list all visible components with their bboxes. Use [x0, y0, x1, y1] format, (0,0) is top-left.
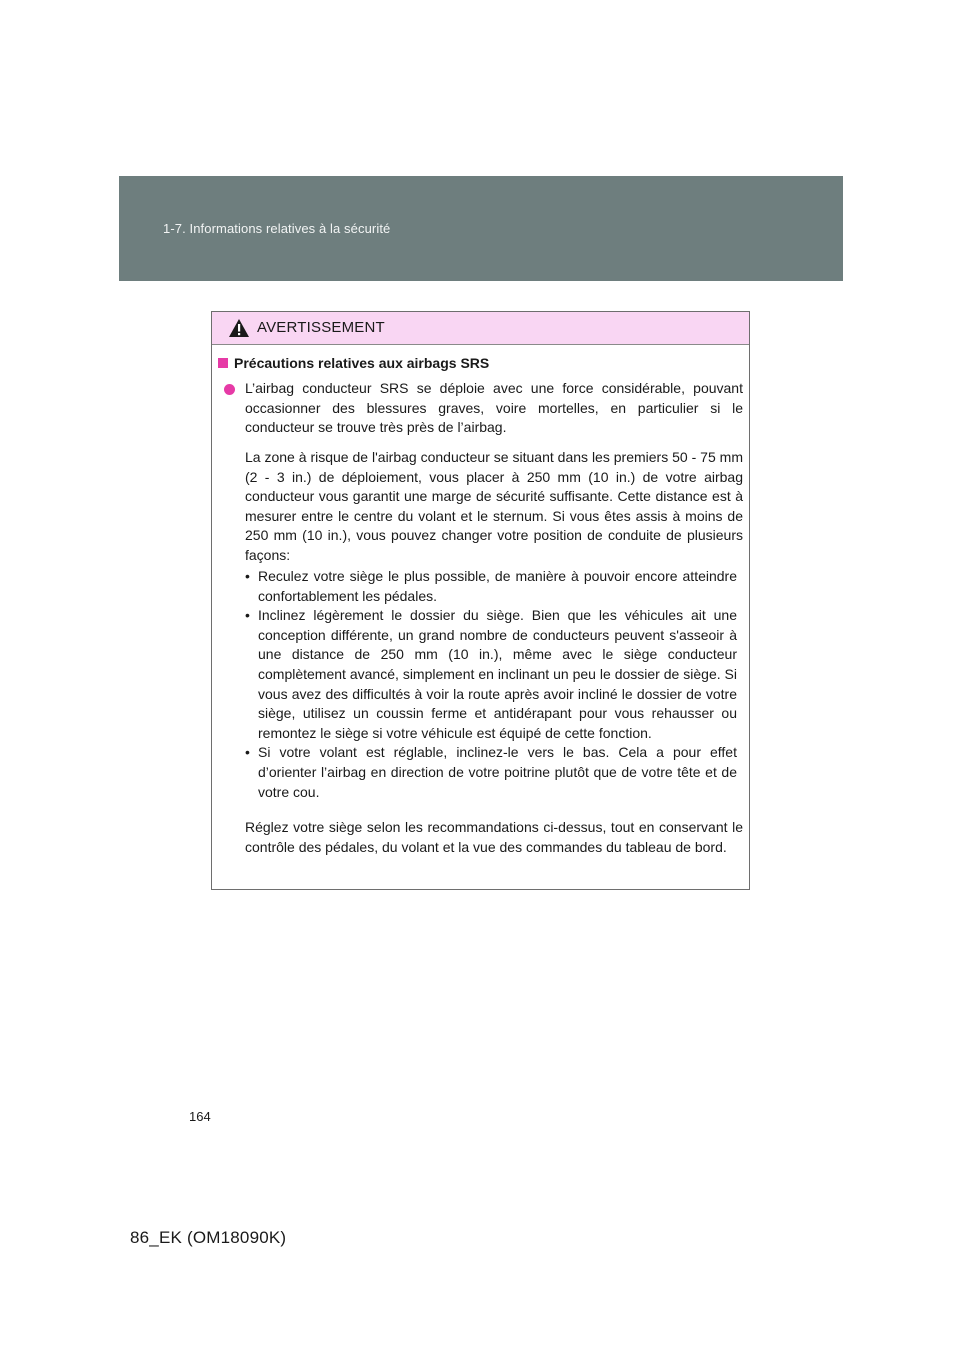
section-heading: [218, 355, 489, 371]
list-item: • Reculez votre siège le plus possible, de manière à pouvoir encore atteindre confortablement les pédales.: [245, 567, 737, 606]
page-number: 164: [189, 1109, 211, 1124]
bullet-list: [245, 567, 737, 802]
paragraph: La zone à risque de l'airbag conducteur se situant dans les premiers 50 - 75 mm (2 - 3 in.) de déploiement, vous placer à 250 mm (10 in.) de votre airbag conducteur vous garantit une marge de sécurité suffisante. Cette distance est à mesurer entre le centre du volant et le sternum. Si vous êtes assis à moins de 250 mm (10 in.), vous pouvez changer votre position de conduite de plusieurs façons:: [245, 449, 743, 563]
square-bullet-icon: [218, 358, 228, 368]
circle-bullet-icon: [224, 384, 235, 395]
paragraph: L’airbag conducteur SRS se déploie avec une force considérable, pouvant occasionner des blessures graves, voire mortelles, en particulier si le conducteur se trouve très près de l’airbag.: [245, 380, 743, 436]
list-item: • Inclinez légèrement le dossier du siège. Bien que les véhicules ait une conception différente, un grand nombre de conducteurs peuvent s'asseoir à une distance de 250 mm (10 in.), même avec le siège conducteur complètement avancé, simplement en inclinant un peu le dossier de siège. Si vous avez des difficultés à voir la route après avoir incliné le dossier de votre siège, utilisez un coussin ferme et antidérapant pour vous rehausser ou remontez le siège si votre véhicule est équipé de cette fonction.: [245, 606, 737, 743]
closing-paragraph: Réglez votre siège selon les recommandations ci-dessus, tout en conservant le contrôle des pédales, du volant et la vue des commandes du tableau de bord.: [245, 819, 743, 855]
section-header-bar: [119, 176, 843, 281]
list-item: • Si votre volant est réglable, inclinez-le vers le bas. Cela a pour effet d’orienter l’airbag en direction de votre poitrine plutôt que de votre tête et de votre cou.: [245, 743, 737, 802]
warning-header: [212, 312, 749, 345]
warning-box: [211, 311, 750, 890]
breadcrumb: 1-7. Informations relatives à la sécurité: [163, 221, 391, 236]
document-code: 86_EK (OM18090K): [130, 1228, 287, 1247]
section-title: Précautions relatives aux airbags SRS: [234, 355, 490, 371]
warning-title: AVERTISSEMENT: [257, 319, 385, 336]
warning-triangle-icon: [228, 318, 250, 338]
